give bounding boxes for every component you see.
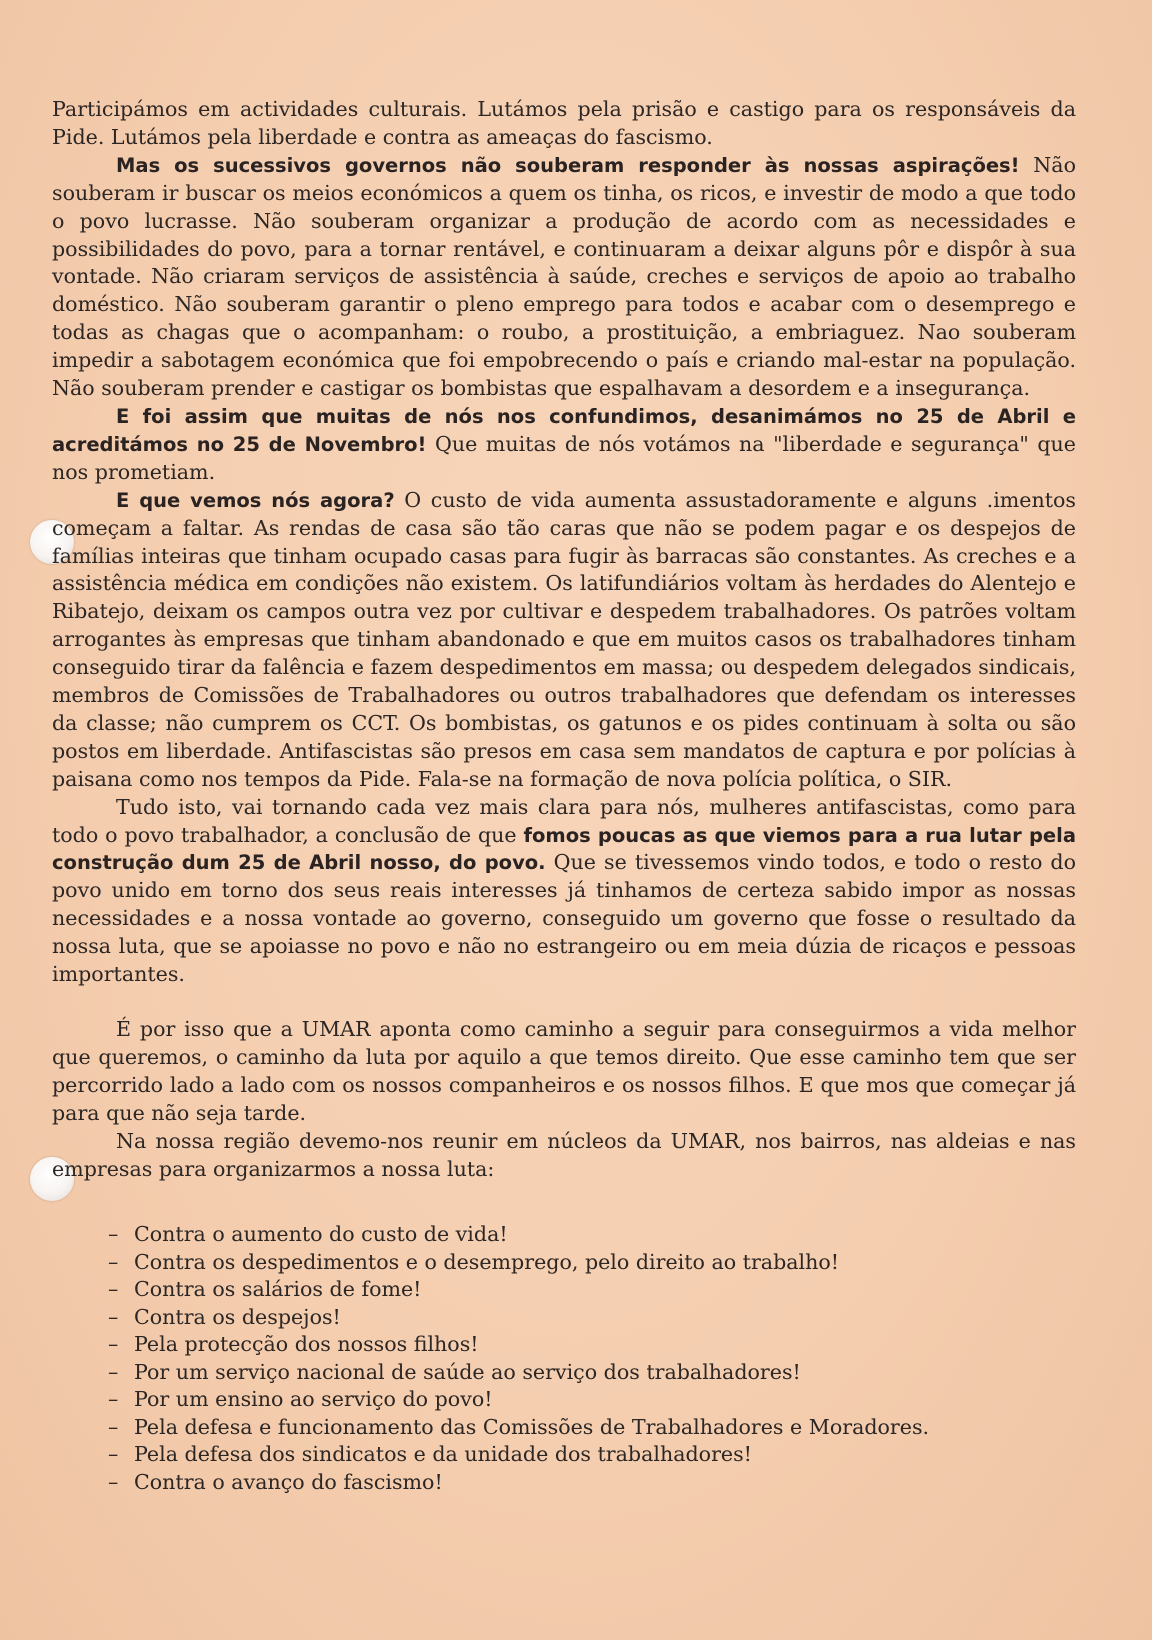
dash-bullet: – — [108, 1387, 119, 1412]
demand-item — [108, 1469, 1076, 1497]
dash-bullet: – — [108, 1469, 119, 1494]
dash-bullet: – — [108, 1414, 119, 1439]
text-run: É por isso que a UMAR aponta como caminho a seguir para conseguirmos a vida melhor que queremos, o caminho da luta por aquilo a que temos direito. Que esse caminho tem que ser percorrido lado a lado com os nossos companheiros e os nossos filhos. E que mos que começar já para que não seja tarde. — [52, 1017, 1076, 1125]
emphasized-text: Mas os sucessivos governos não souberam responder às nossas aspirações! — [116, 153, 1020, 177]
paragraph — [52, 1128, 1076, 1184]
demand-item — [108, 1359, 1076, 1387]
demands-list — [108, 1221, 1076, 1496]
demand-item — [108, 1441, 1076, 1469]
demand-text: Contra os salários de fome! — [134, 1277, 422, 1302]
demand-text: Contra os despejos! — [134, 1304, 341, 1329]
demand-item — [108, 1414, 1076, 1442]
demand-text: Contra o avanço do fascismo! — [134, 1469, 443, 1494]
demand-item — [108, 1276, 1076, 1304]
demand-text: Pela defesa e funcionamento das Comissões de Trabalhadores e Moradores. — [134, 1414, 930, 1439]
demand-item — [108, 1331, 1076, 1359]
dash-bullet: – — [108, 1442, 119, 1467]
paragraph-gap — [52, 989, 1076, 1016]
dash-bullet: – — [108, 1249, 119, 1274]
paragraph — [52, 487, 1076, 794]
demand-text: Por um serviço nacional de saúde ao serviço dos trabalhadores! — [134, 1359, 801, 1384]
paragraph — [52, 1016, 1076, 1128]
paragraph — [52, 794, 1076, 989]
dash-bullet: – — [108, 1359, 119, 1384]
demand-text: Pela defesa dos sindicatos e da unidade dos trabalhadores! — [134, 1442, 752, 1467]
dash-bullet: – — [108, 1304, 119, 1329]
text-run: Que muitas de nós votámos na "liberdade e segurança" que nos prometiam. — [52, 431, 1076, 484]
demand-item — [108, 1386, 1076, 1414]
demand-text: Contra o aumento do custo de vida! — [134, 1222, 508, 1247]
text-run: Não souberam ir buscar os meios económicos a quem os tinha, os ricos, e investir de modo a que todo o povo lucrasse. Não souberam organizar a produção de acordo com as necessidades e possibilidades do povo, para a tornar rentável, e continuaram a deixar alguns pôr e dispôr à sua vontade. Não criaram serviços de assistência à saúde, creches e serviços de apoio ao trabalho doméstico. Não souberam garantir o pleno emprego para todos e acabar com o desemprego e todas as chagas que o acompanham: o roubo, a prostituição, a embriaguez. Nao souberam impedir a sabotagem económica que foi empobrecendo o país e criando mal-estar na população. Não souberam prender e castigar os bombistas que espalhavam a desordem e a insegurança. — [52, 152, 1076, 401]
paragraph — [52, 403, 1076, 487]
emphasized-text: E foi assim que muitas de nós nos confundimos, desanimámos no 25 de Abril e acreditámos no 25 de Novembro! — [52, 404, 1076, 456]
demand-text: Contra os despedimentos e o desemprego, pelo direito ao trabalho! — [134, 1249, 840, 1274]
demand-item — [108, 1249, 1076, 1277]
demand-item — [108, 1221, 1076, 1249]
emphasized-text: fomos poucas as que viemos para a rua lutar pela construção dum 25 de Abril nosso, do povo. — [52, 823, 1077, 875]
text-run: Que se tivessemos vindo todos, e todo o resto do povo unido em torno dos seus reais interesses já tinhamos de certeza sabido impor as nossas necessidades e a nossa vontade ao governo, conseguido um governo que fosse o resultado da nossa luta, que se apoiasse no povo e não no estrangeiro ou em meia dúzia de ricaços e pessoas importantes. — [52, 850, 1076, 987]
document-page — [52, 96, 1076, 1496]
demand-item — [108, 1304, 1076, 1332]
text-run: Tudo isto, vai tornando cada vez mais clara para nós, mulheres antifascistas, como para todo o povo trabalhador, a conclusão de que — [52, 794, 1076, 847]
text-run: Participámos em actividades culturais. Lutámos pela prisão e castigo para os responsáveis da Pide. Lutámos pela liberdade e contra as ameaças do fascismo. — [52, 97, 1076, 149]
paragraph — [52, 96, 1076, 152]
text-run: Na nossa região devemo-nos reunir em núcleos da UMAR, nos bairros, nas aldeias e nas empresas para organizarmos a nossa luta: — [52, 1128, 1076, 1181]
text-run: O custo de vida aumenta assustadoramente e alguns .imentos começam a faltar. As rendas de casa são tão caras que não se podem pagar e os despejos de famílias inteiras que tinham ocupado casas para fugir às barracas são constantes. As creches e a assistência médica em condições não existem. Os latifundiários voltam às herdades do Alentejo e Ribatejo, deixam os campos outra vez por cultivar e despedem trabalhadores. Os patrões voltam arrogantes às empresas que tinham abandonado e que em muitos casos os trabalhadores tinham conseguido tirar da falência e fazem despedimentos em massa; ou despedem delegados sindicais, membros de Comissões de Trabalhadores ou outros trabalhadores que defendam os interesses da classe; não cumprem os CCT. Os bombistas, os gatunos e os pides continuam à solta ou são postos em liberdade. Antifascistas são presos em casa sem mandatos de captura e por polícias à paisana como nos tempos da Pide. Fala-se na formação de nova polícia política, o SIR. — [52, 487, 1076, 791]
body-text — [52, 96, 1076, 1183]
dash-bullet: – — [108, 1332, 119, 1357]
demand-text: Pela protecção dos nossos filhos! — [134, 1332, 479, 1357]
demand-text: Por um ensino ao serviço do povo! — [134, 1387, 493, 1412]
paragraph — [52, 152, 1076, 403]
emphasized-text: E que vemos nós agora? — [116, 488, 395, 512]
dash-bullet: – — [108, 1222, 119, 1247]
dash-bullet: – — [108, 1277, 119, 1302]
